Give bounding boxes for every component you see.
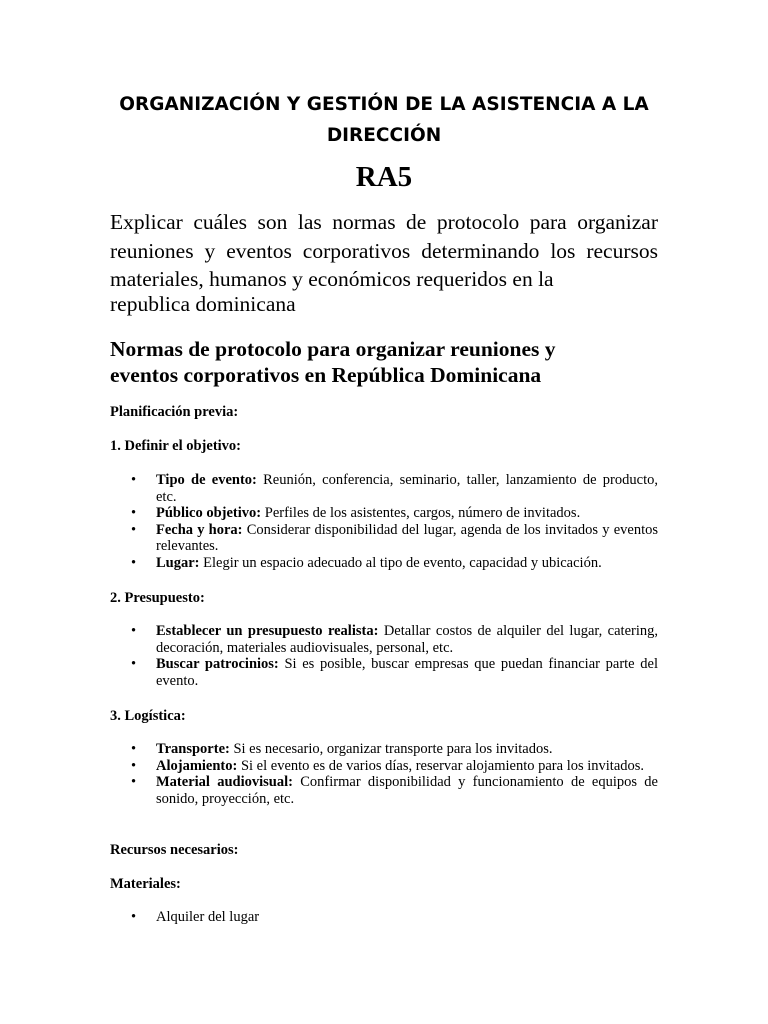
list-item xyxy=(110,623,658,656)
section-heading: Normas de protocolo para organizar reuniones y xyxy=(110,337,556,361)
section-heading-end: eventos corporativos en República Dominicana xyxy=(110,363,542,387)
item-text: Considerar disponibilidad del lugar, agenda de los invitados y eventos relevantes. xyxy=(156,521,658,554)
bullet-icon: • xyxy=(131,472,137,488)
ra-heading: RA5 xyxy=(355,161,413,193)
item-text: Elegir un espacio adecuado al tipo de evento, capacidad y ubicación. xyxy=(199,554,602,571)
item-term: Público objetivo: xyxy=(156,505,262,521)
label-objetivo: 1. Definir el objetivo: xyxy=(110,438,242,454)
list-item xyxy=(110,758,658,775)
item-term: Fecha y hora: xyxy=(156,521,243,538)
item-term: Alojamiento: xyxy=(156,757,238,774)
intro-text: Explicar cuáles son las normas de protocolo para organizar reuniones y eventos corporativos determinando los recursos materiales, humanos y económicos requeridos en la xyxy=(110,210,658,291)
presupuesto-list xyxy=(110,623,658,689)
bullet-icon: • xyxy=(131,521,137,538)
bullet-icon: • xyxy=(131,741,137,757)
item-term: Lugar: xyxy=(156,554,200,571)
intro-paragraph-end: republica dominicana xyxy=(110,292,296,316)
list-item xyxy=(110,656,658,689)
item-text: Si es posible, buscar empresas que puedan financiar parte del evento. xyxy=(156,656,658,689)
list-item xyxy=(110,505,658,522)
label-planificacion: Planificación previa: xyxy=(110,404,239,420)
list-item xyxy=(110,741,658,758)
label-presupuesto: 2. Presupuesto: xyxy=(110,590,205,606)
document-title: ORGANIZACIÓN Y GESTIÓN DE LA ASISTENCIA A LA DIRECCIÓN xyxy=(119,94,649,146)
list-item xyxy=(110,555,658,572)
bullet-icon: • xyxy=(131,656,137,672)
list-item xyxy=(110,909,658,926)
materiales-list xyxy=(110,909,658,926)
item-text: Confirmar disponibilidad y funcionamiento de equipos de sonido, proyección, etc. xyxy=(156,774,658,807)
item-text: Reunión, conferencia, seminario, taller, lanzamiento de producto, etc. xyxy=(156,472,658,505)
item-term: Establecer un presupuesto realista: xyxy=(156,623,379,639)
bullet-icon: • xyxy=(131,505,137,521)
list-item xyxy=(110,522,658,555)
list-item xyxy=(110,774,658,807)
label-recursos: Recursos necesarios: xyxy=(110,842,239,858)
label-materiales: Materiales: xyxy=(110,876,181,892)
item-text: Alquiler del lugar xyxy=(156,909,260,925)
bullet-icon: • xyxy=(131,909,137,925)
item-term: Material audiovisual: xyxy=(156,774,293,790)
logistica-list xyxy=(110,741,658,807)
bullet-icon: • xyxy=(131,623,137,639)
intro-paragraph xyxy=(110,208,658,294)
bullet-icon: • xyxy=(131,554,137,571)
bullet-icon: • xyxy=(131,757,137,774)
item-text: Detallar costos de alquiler del lugar, catering, decoración, materiales audiovisuales, personal, etc. xyxy=(156,623,658,656)
list-item xyxy=(110,472,658,505)
item-term: Transporte: xyxy=(156,741,230,757)
item-text: Si es necesario, organizar transporte para los invitados. xyxy=(229,741,553,757)
bullet-icon: • xyxy=(131,774,137,790)
objetivo-list xyxy=(110,472,658,571)
item-text: Perfiles de los asistentes, cargos, número de invitados. xyxy=(261,505,581,521)
item-term: Tipo de evento: xyxy=(156,472,257,488)
item-text: Si el evento es de varios días, reservar alojamiento para los invitados. xyxy=(237,757,645,774)
item-term: Buscar patrocinios: xyxy=(156,656,279,672)
label-logistica: 3. Logística: xyxy=(110,708,186,724)
